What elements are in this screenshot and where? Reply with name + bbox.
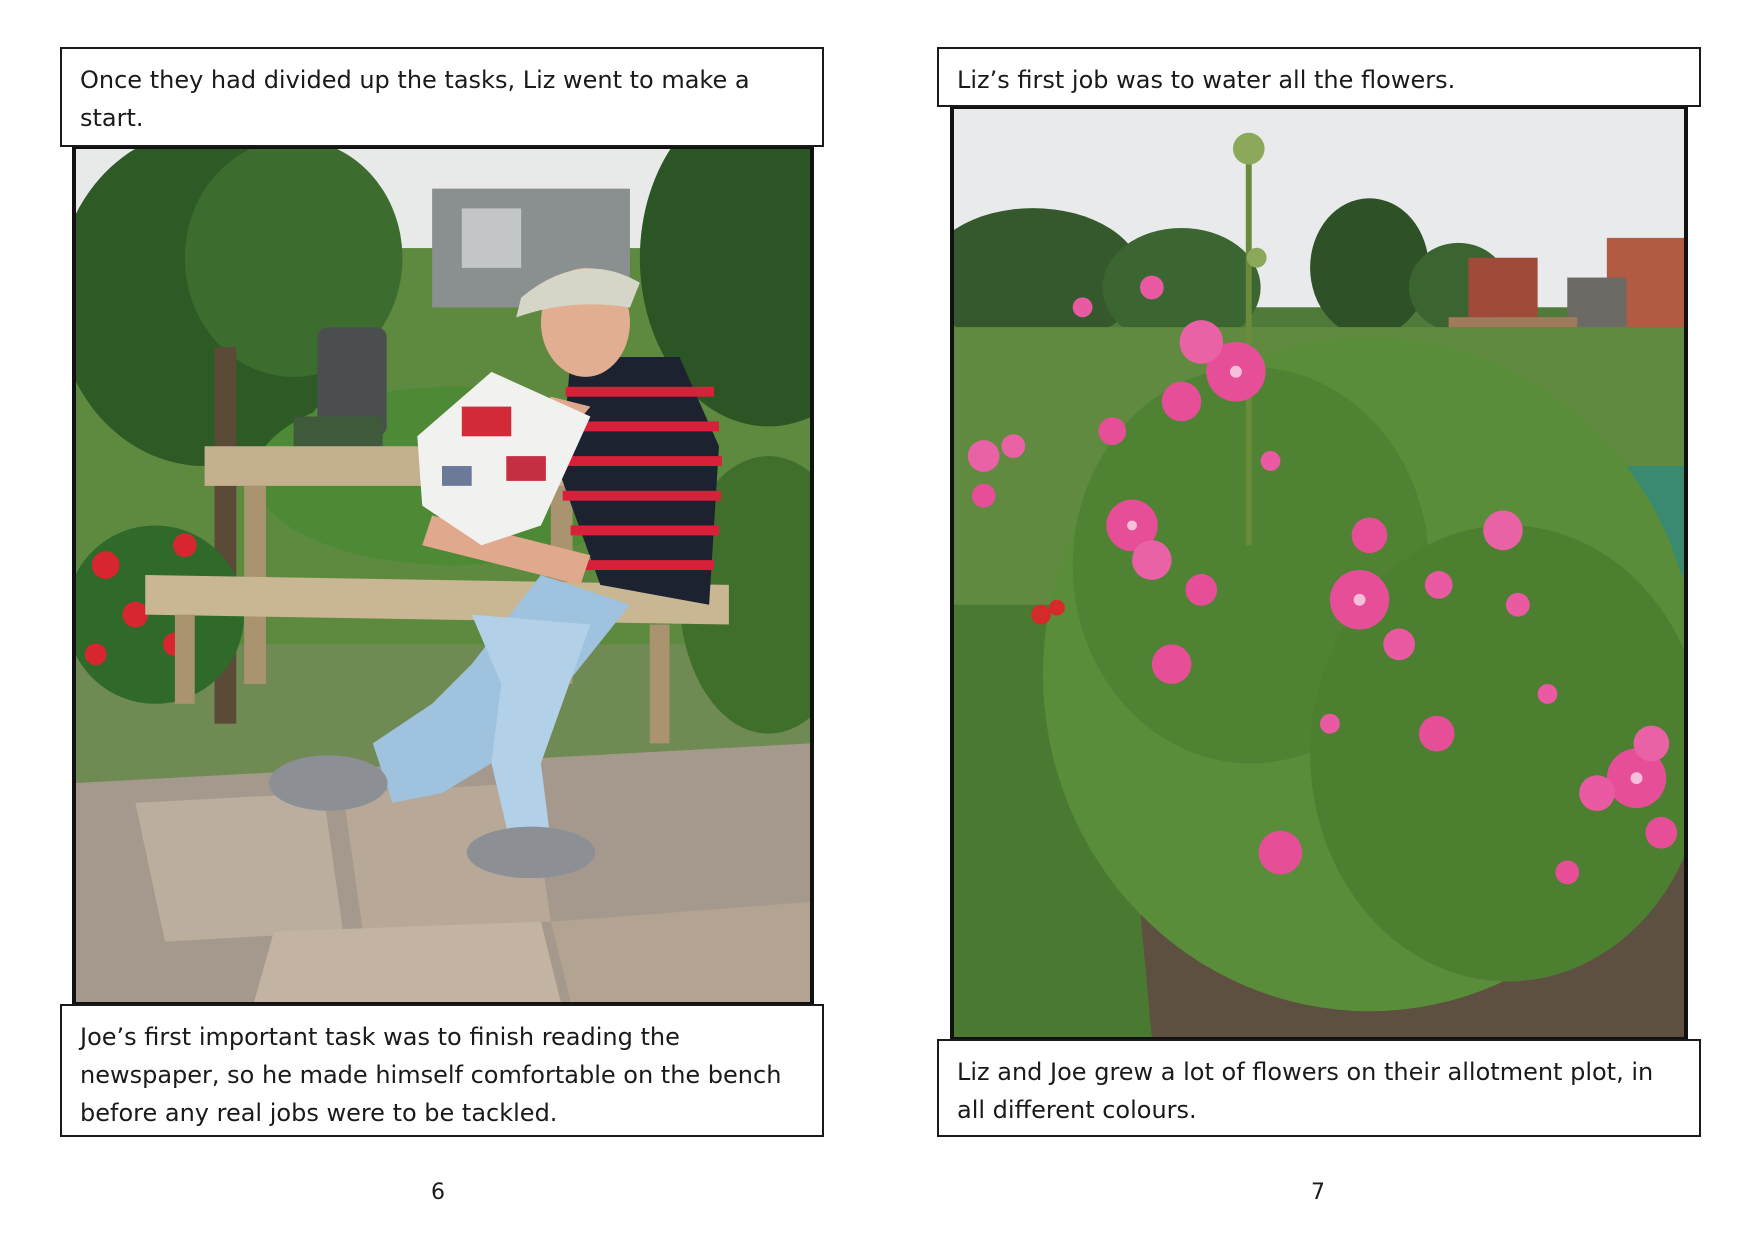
right-top-caption: Liz’s first job was to water all the flowers. — [937, 47, 1701, 107]
right-bottom-caption: Liz and Joe grew a lot of flowers on their allotment plot, in all different colours. — [937, 1039, 1701, 1137]
photo-pink-flowers — [950, 105, 1688, 1041]
photo-man-reading-newspaper — [72, 145, 814, 1006]
man-reading-newspaper-illustration — [76, 149, 810, 1002]
page-number-right: 7 — [1311, 1180, 1325, 1205]
right-page — [874, 0, 1748, 1240]
pink-flowers-illustration — [954, 109, 1684, 1037]
page-number-left: 6 — [431, 1180, 445, 1205]
left-bottom-caption: Joe’s first important task was to finish reading the newspaper, so he made himself comfortable on the bench before any real jobs were to be tackled. — [60, 1004, 824, 1137]
left-top-caption: Once they had divided up the tasks, Liz went to make a start. — [60, 47, 824, 147]
